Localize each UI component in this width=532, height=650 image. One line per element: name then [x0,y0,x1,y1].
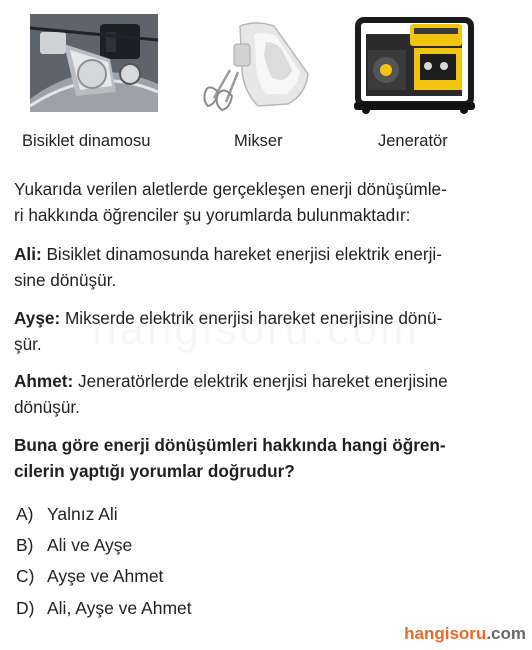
statement-ali [14,241,518,293]
question-line-2: cilerin yaptığı yorumlar doğrudur? [14,461,295,481]
statement-ayse-line-1: Mikserde elektrik enerjisi hareket enerjisine dönü- [60,308,443,328]
option-c-text: Ayşe ve Ahmet [47,566,164,586]
option-b[interactable] [16,533,132,557]
option-d-text: Ali, Ayşe ve Ahmet [47,598,192,618]
option-a[interactable] [16,502,118,526]
statement-ahmet-line-1: Jeneratörlerde elektrik enerjisi hareket enerjisine [73,371,448,391]
intro-line-1: Yukarıda verilen aletlerde gerçekleşen enerji dönüşümle- [14,179,447,199]
option-c-letter: C) [16,566,35,586]
student-name-ayse: Ayşe: [14,308,61,328]
option-d[interactable] [16,596,192,620]
caption-generator: Jeneratör [378,132,448,150]
statement-ayse [14,305,518,357]
statement-ahmet [14,368,518,420]
hand-mixer-photo [196,14,312,114]
option-d-letter: D) [16,598,35,618]
brand-logo [404,624,526,644]
option-c[interactable] [16,564,163,588]
question-line-1: Buna göre enerji dönüşümleri hakkında hangi öğren- [14,435,446,455]
option-b-text: Ali ve Ayşe [47,535,133,555]
bicycle-dynamo-photo [30,14,158,112]
intro-line-2: ri hakkında öğrenciler şu yorumlarda bulunmaktadır: [14,205,411,225]
intro-paragraph [14,176,518,228]
statement-ahmet-line-2: dönüşür. [14,397,80,417]
option-a-text: Yalnız Ali [47,504,118,524]
student-name-ali: Ali: [14,244,42,264]
statement-ayse-line-2: şür. [14,334,42,354]
statement-ali-line-1: Bisiklet dinamosunda hareket enerjisi elektrik enerji- [41,244,442,264]
caption-bicycle-dynamo: Bisiklet dinamosu [22,132,151,150]
brand-name: hangisoru [404,624,487,643]
statement-ali-line-2: sine dönüşür. [14,270,117,290]
option-a-letter: A) [16,504,34,524]
brand-domain: .com [486,624,526,643]
option-b-letter: B) [16,535,34,555]
question [14,432,518,484]
generator-photo [352,14,477,114]
student-name-ahmet: Ahmet: [14,371,74,391]
caption-mixer: Mikser [234,132,283,150]
